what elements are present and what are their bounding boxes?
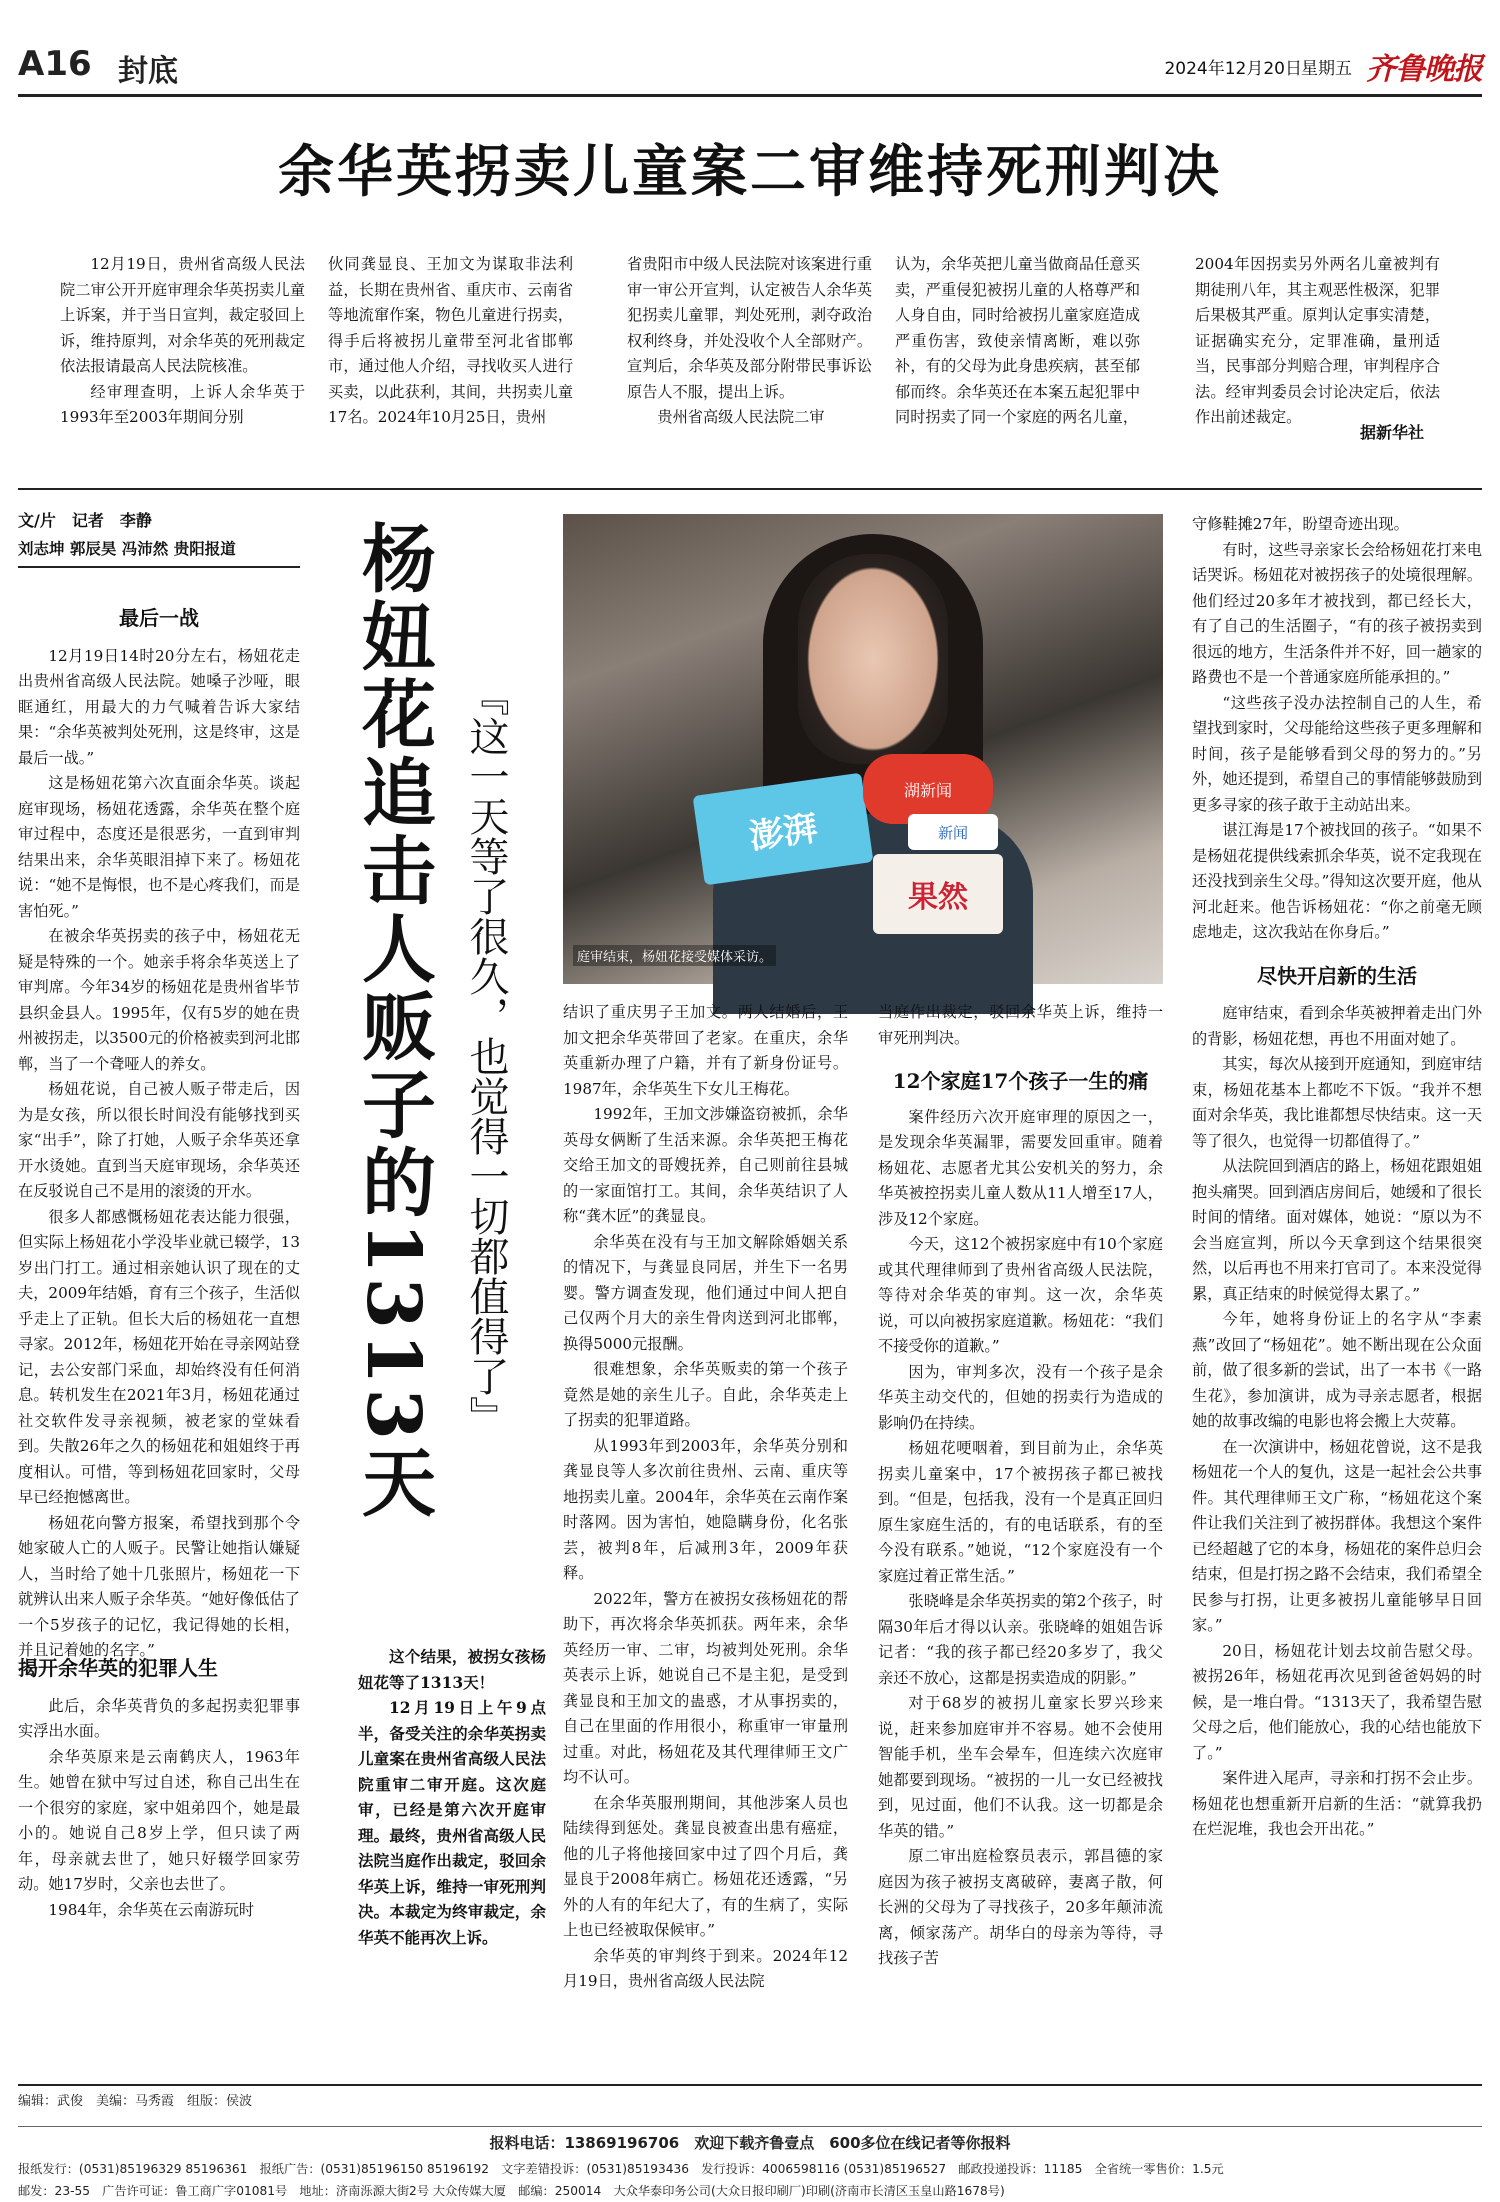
feature-col-1	[18, 592, 300, 1659]
feature-col-1b	[18, 1632, 300, 2072]
feature-para: 从法院回到酒店的路上，杨妞花跟姐姐抱头痛哭。回到酒店房间后，她缓和了很长时间的情绪。面对媒体，她说：“原以为不会当庭宣判，所以今天拿到这个结果很突然，以后再也不用来打官司了。本来没觉得累，真正结束的时候觉得太累了。”	[1192, 1157, 1482, 1303]
feature-para: 案件进入尾声，寻亲和打拐不会止步。杨妞花也想重新开启新的生活：“就算我扔在烂泥堆，我也会开出花。”	[1192, 1769, 1482, 1838]
feature-para: 杨妞花哽咽着，到目前为止，余华英拐卖儿童案中，17个被拐孩子都已被找到。“但是，包括我，没有一个是真正回归原生家庭生活的，有的电话联系，有的至今没有联系。”她说，“12个家庭没有一个家庭过着正常生活。”	[878, 1439, 1163, 1585]
feature-para: 对于68岁的被拐儿童家长罗兴珍来说，赶来参加庭审并不容易。她不会使用智能手机，坐车会晕车，但连续六次庭审她都要到现场。“被拐的一儿一女已经被找到，见过面，他们不认我。这一切都是余华英的错。”	[878, 1694, 1163, 1840]
photo-subject-face	[798, 554, 948, 764]
top-story-col-3	[627, 252, 872, 448]
page-header	[18, 44, 1482, 92]
hotline: 报料电话：13869196706 欢迎下载齐鲁壹点 600多位在线记者等你报料	[489, 2134, 1011, 2152]
editors-credit: 编辑：武俊 美编：马秀霞 组版：侯波	[18, 2094, 253, 2109]
newspaper-logo: 齐鲁晚报	[1366, 52, 1482, 87]
top-story-para: 伙同龚显良、王加文为谋取非法利益，长期在贵州省、重庆市、云南省等地流窜作案，物色儿童进行拐卖，得手后将被拐儿童带至河北省邯郸市，通过他人介绍，寻找收买人进行买卖，以此获利，其间，共拐卖儿童17名。2024年10月25日，贵州	[328, 255, 573, 426]
feature-para: 此后，余华英背负的多起拐卖犯罪事实浮出水面。	[18, 1696, 300, 1740]
feature-para: 20日，杨妞花计划去坟前告慰父母。被拐26年，杨妞花再次见到爸爸妈妈的时候，是一堆白骨。“1313天了，我希望告慰父母之后，他们能放心，我的心结也能放下了。”	[1192, 1641, 1482, 1762]
header-rule	[18, 94, 1482, 97]
feature-byline: 文/片 记者 李静	[18, 511, 152, 530]
feature-para: “这些孩子没办法控制自己的人生，希望找到家时，父母能给这些孩子更多理解和时间，孩子是能够看到父母的努力的。”另外，她还提到，希望自己的事情能够鼓励到更多寻家的孩子敢于主动站出来。	[1192, 693, 1482, 814]
feature-para: 1984年，余华英在云南游玩时	[48, 1900, 255, 1919]
top-story-para: 12月19日，贵州省高级人民法院二审公开开庭审理余华英拐卖儿童上诉案，并于当日宣判，裁定驳回上诉，维持原判，对余华英的死刑裁定依法报请最高人民法院核准。	[60, 255, 305, 375]
microphone-thepaper: 澎湃	[693, 773, 874, 886]
feature-para: 因为，审判多次，没有一个孩子是余华英主动交代的，但她的拐卖行为造成的影响仍在持续。	[878, 1362, 1163, 1432]
feature-para: 结识了重庆男子王加文。两人结婚后，王加文把余华英带回了老家。在重庆，余华英重新办理了户籍，并有了新身份证号。1987年，余华英生下女儿王梅花。	[563, 1003, 848, 1098]
footer-line-1: 报纸发行：(0531)85196329 85196361 报纸广告：(0531)85196150 85196192 文字差错投诉：(0531)85193436 发行投诉：4006598116 (0531)85196527 邮政投递投诉：11185 全省统一零售价：1.5元	[18, 2162, 1224, 2176]
top-story-para: 贵州省高级人民法院二审	[657, 408, 825, 426]
feature-para: 1992年，王加文涉嫌盗窃被抓，余华英母女俩断了生活来源。余华英把王梅花交给王加文的哥嫂抚养，自己则前往县城的一家面馆打工。其间，余华英结识了人称“龚木匠”的龚显良。	[563, 1105, 848, 1225]
feature-para: 杨妞花向警方报案，希望找到那个令她家破人亡的人贩子。民警让她指认嫌疑人，当时给了她十几张照片，杨妞花一下就辨认出来人贩子余华英。“她好像低估了一个5岁孩子的记忆，我记得她的长相，并且记着她的名字。”	[18, 1513, 300, 1659]
feature-para: 谌江海是17个被找回的孩子。“如果不是杨妞花提供线索抓余华英，说不定我现在还没找到亲生父母。”得知这次要开庭，他从河北赶来。他告诉杨妞花：“你之前毫无顾虑地走，这次我站在你身后。”	[1192, 821, 1482, 941]
feature-col-5	[1192, 512, 1482, 2074]
top-story-col-1	[60, 252, 305, 448]
feature-para: 在余华英服刑期间，其他涉案人员也陆续得到惩处。龚显良被查出患有癌症，他的儿子将他接回家中过了四个月后，龚显良于2008年病亡。杨妞花还透露，“另外的人有的年纪大了，有的生病了，实际上也已经被取保候审。”	[563, 1793, 848, 1939]
footer-rule	[18, 2084, 1482, 2086]
issue-date: 2024年12月20日	[1164, 59, 1302, 79]
feature-quote: 『这一天等了很久，也觉得一切都值得了』	[463, 676, 509, 1436]
main-headline: 余华英拐卖儿童案二审维持死刑判决	[278, 139, 1222, 205]
top-story-para: 经审理查明，上诉人余华英于1993年至2003年期间分别	[60, 382, 305, 426]
feature-para: 今年，她将身份证上的名字从“李素燕”改回了“杨妞花”。她不断出现在公众面前，做了很多新的尝试，出了一本书《一路生花》，参加演讲，成为寻亲志愿者，根据她的故事改编的电影也将会搬上大荧幕。	[1192, 1310, 1482, 1430]
feature-para: 其实，每次从接到开庭通知，到庭审结束，杨妞花基本上都吃不下饭。“我并不想面对余华英，我比谁都想尽快结束。这一天等了很久，也觉得一切都值得了。”	[1192, 1055, 1482, 1150]
feature-para: 余华英原来是云南鹤庆人，1963年生。她曾在狱中写过自述，称自己出生在一个很穷的家庭，家中姐弟四个，她是最小的。她说自己8岁上学，但只读了两年，母亲就去世了，她只好辍学回家劳动。她17岁时，父亲也去世了。	[18, 1747, 300, 1893]
feature-col-4	[878, 1000, 1163, 2074]
feature-para: 从1993年到2003年，余华英分别和龚显良等人多次前往贵州、云南、重庆等地拐卖儿童。2004年，余华英在云南作案时落网。因为害怕，她隐瞒身份，化名张芸，被判8年，后减刑3年，2009年获释。	[563, 1436, 848, 1582]
feature-para: 今天，这12个被拐家庭中有10个家庭或其代理律师到了贵州省高级人民法院，等待对余华英的审判。这一次，余华英说，可以向被拐家庭道歉。杨妞花：“我们不接受你的道歉。”	[878, 1235, 1163, 1355]
microphone-blue: 新闻	[908, 814, 998, 850]
feature-para: 当庭作出裁定，驳回余华英上诉，维持一审死刑判决。	[878, 1003, 1163, 1047]
photo-caption: 庭审结束，杨妞花接受媒体采访。	[573, 945, 776, 966]
feature-byline-2: 刘志坤 郭辰昊 冯沛然 贵阳报道	[18, 540, 236, 558]
subheading-new-life: 尽快开启新的生活	[1257, 963, 1417, 988]
feature-para: 12月19日14时20分左右，杨妞花走出贵州省高级人民法院。她嗓子沙哑，眼眶通红，用最大的力气喊着告诉大家结果：“余华英被判处死刑，这是终审，这是最后一战。”	[18, 646, 300, 767]
feature-para: 杨妞花说，自己被人贩子带走后，因为是女孩，所以很长时间没有能够找到买家“出手”，除了打她，人贩子余华英还拿开水烫她。直到当天庭审现场，余华英还在反驳说自己不是用的滚烫的开水。	[18, 1080, 300, 1200]
lead-para: 12月19日上午9点半，备受关注的余华英拐卖儿童案在贵州省高级人民法院重审二审开庭。这次庭审，已经是第六次开庭审理。最终，贵州省高级人民法院当庭作出裁定，驳回余华英上诉，维持一审死刑判决。本裁定为终审裁定，余华英不能再次上诉。	[358, 1698, 546, 1947]
footer-rule-2	[18, 2126, 1482, 2127]
press-photo	[563, 514, 1163, 984]
top-story-col-4	[895, 252, 1140, 448]
feature-para: 案件经历六次开庭审理的原因之一，是发现余华英漏罪，需要发回重审。随着杨妞花、志愿者尤其公安机关的努力，余华英被控拐卖儿童人数从11人增至17人，涉及12个家庭。	[878, 1107, 1163, 1228]
top-story-para: 2004年因拐卖另外两名儿童被判有期徒刑八年，其主观恶性极深，犯罪后果极其严重。原判认定事实清楚，证据确实充分，定罪准确，量刑适当，民事部分判赔合理，审判程序合法。经审判委员会讨论决定后，依法作出前述裁定。	[1195, 255, 1440, 426]
feature-para: 张晓峰是余华英拐卖的第2个孩子，时隔30年后才得以认亲。张晓峰的姐姐告诉记者：“我的孩子都已经20多岁了，我父亲还不放心，这都是拐卖造成的阴影。”	[878, 1592, 1163, 1687]
microphone-guoran: 果然	[873, 854, 1003, 934]
top-story-para: 省贵阳市中级人民法院对该案进行重审一审公开宣判，认定被告人余华英犯拐卖儿童罪，判处死刑，剥夺政治权利终身，并处没收个人全部财产。宣判后，余华英及部分附带民事诉讼原告人不服，提出上诉。	[627, 255, 872, 401]
feature-para: 2022年，警方在被拐女孩杨妞花的帮助下，再次将余华英抓获。两年来，余华英经历一审、二审，均被判处死刑。余华英表示上诉，她说自己不是主犯，是受到龚显良和王加文的蛊惑，才从事拐卖的，自己在里面的作用很小，称重审一审量刑过重。对此，杨妞花及其代理律师王文广均不认可。	[563, 1589, 848, 1786]
top-story-para: 认为，余华英把儿童当做商品任意买卖，严重侵犯被拐儿童的人格尊严和人身自由，同时给被拐儿童家庭造成严重伤害，致使亲情离断，难以弥补，有的父母为此身患疾病，甚至郁郁而终。余华英还在本案五起犯罪中同时拐卖了同一个家庭的两名儿童，	[895, 255, 1140, 426]
microphone-red: 湖新闻	[863, 754, 993, 824]
feature-para: 在一次演讲中，杨妞花曾说，这不是我杨妞花一个人的复仇，这是一起社会公共事件。其代理律师王文广称，“杨妞花这个案件让我们关注到了被拐群体。我想这个案件已经超越了它的本身，杨妞花的案件总归会结束，但是打拐之路不会结束，我们希望全民参与打拐，让更多被拐儿童能够早日回家。”	[1192, 1437, 1482, 1634]
top-story-source: 据新华社	[1360, 423, 1425, 442]
feature-para: 有时，这些寻亲家长会给杨妞花打来电话哭诉。杨妞花对被拐孩子的处境很理解。他们经过20多年才被找到，都已经长大，有了自己的生活圈子，“有的孩子被拐卖到很远的地方，生活条件并不好，回一趟家的路费也不是一个普通家庭所能承担的。”	[1192, 540, 1482, 686]
byline-rule	[18, 566, 300, 568]
section-rule	[18, 488, 1482, 490]
feature-para: 庭审结束，看到余华英被押着走出门外的背影，杨妞花想，再也不用面对她了。	[1192, 1004, 1482, 1048]
feature-col-3	[563, 1000, 848, 2074]
feature-para: 余华英在没有与王加文解除婚姻关系的情况下，与龚显良同居，并生下一名男婴。警方调查发现，他们通过中间人把自己仅两个月大的亲生骨肉送到河北邯郸，换得5000元报酬。	[563, 1232, 848, 1353]
top-story-col-2	[328, 252, 573, 448]
feature-para: 这是杨妞花第六次直面余华英。谈起庭审现场，杨妞花透露，余华英在整个庭审过程中，态度还是很恶劣，一直到审判结果出来，余华英眼泪掉下来了。杨妞花说：“她不是悔恨，也不是心疼我们，而是害怕死。”	[18, 774, 300, 920]
feature-para: 很难想象，余华英贩卖的第一个孩子竟然是她的亲生儿子。自此，余华英走上了拐卖的犯罪道路。	[563, 1360, 848, 1429]
feature-lead	[358, 1644, 546, 2064]
subheading-last-battle: 最后一战	[119, 606, 199, 630]
footer-line-2: 邮发：23-55 广告许可证：鲁工商广字01081号 地址：济南泺源大街2号 大众传媒大厦 邮编：250014 大众华泰印务公司(大众日报印刷厂)印刷(济南市长清区玉皇山路1678号)	[18, 2184, 1005, 2198]
lead-para: 这个结果，被拐女孩杨妞花等了1313天！	[358, 1647, 546, 1692]
feature-para: 在被余华英拐卖的孩子中，杨妞花无疑是特殊的一个。她亲手将余华英送上了审判席。今年34岁的杨妞花是贵州省毕节县织金县人。1995年，仅有5岁的她在贵州被拐走，以3500元的价格被卖到河北邯郸，当了一个聋哑人的养女。	[18, 927, 300, 1073]
feature-title: 杨妞花追击人贩子的1313天	[350, 520, 436, 1522]
feature-para: 原二审出庭检察员表示，郭昌德的家庭因为孩子被拐支离破碎，妻离子散，何长洲的父母为了寻找孩子，20多年颠沛流离，倾家荡产。胡华白的母亲为等待，寻找孩子苦	[878, 1847, 1163, 1967]
feature-para: 守修鞋摊27年，盼望奇迹出现。	[1192, 515, 1409, 533]
subheading-12-families: 12个家庭17个孩子一生的痛	[892, 1069, 1149, 1093]
feature-para: 很多人都感慨杨妞花表达能力很强，但实际上杨妞花小学没毕业就已辍学，13岁出门打工。通过相亲她认识了现在的丈夫，2009年结婚，育有三个孩子，生活似乎走上了正轨。但长大后的杨妞花一直想寻家。2012年，杨妞花开始在寻亲网站登记，去公安部门采血，却始终没有任何消息。转机发生在2021年3月，杨妞花通过社交软件发寻亲视频，被老家的堂妹看到。失散26年之久的杨妞花和姐姐终于再度相认。可惜，等到杨妞花回家时，父母早已经抱憾离世。	[18, 1207, 300, 1506]
feature-para: 余华英的审判终于到来。2024年12月19日，贵州省高级人民法院	[563, 1946, 848, 1990]
page-number: A16	[18, 44, 92, 84]
top-story-col-5	[1195, 252, 1440, 426]
subheading-crime-life: 揭开余华英的犯罪人生	[18, 1656, 218, 1680]
issue-weekday: 星期五	[1301, 59, 1352, 79]
section-name: 封底	[118, 54, 178, 89]
